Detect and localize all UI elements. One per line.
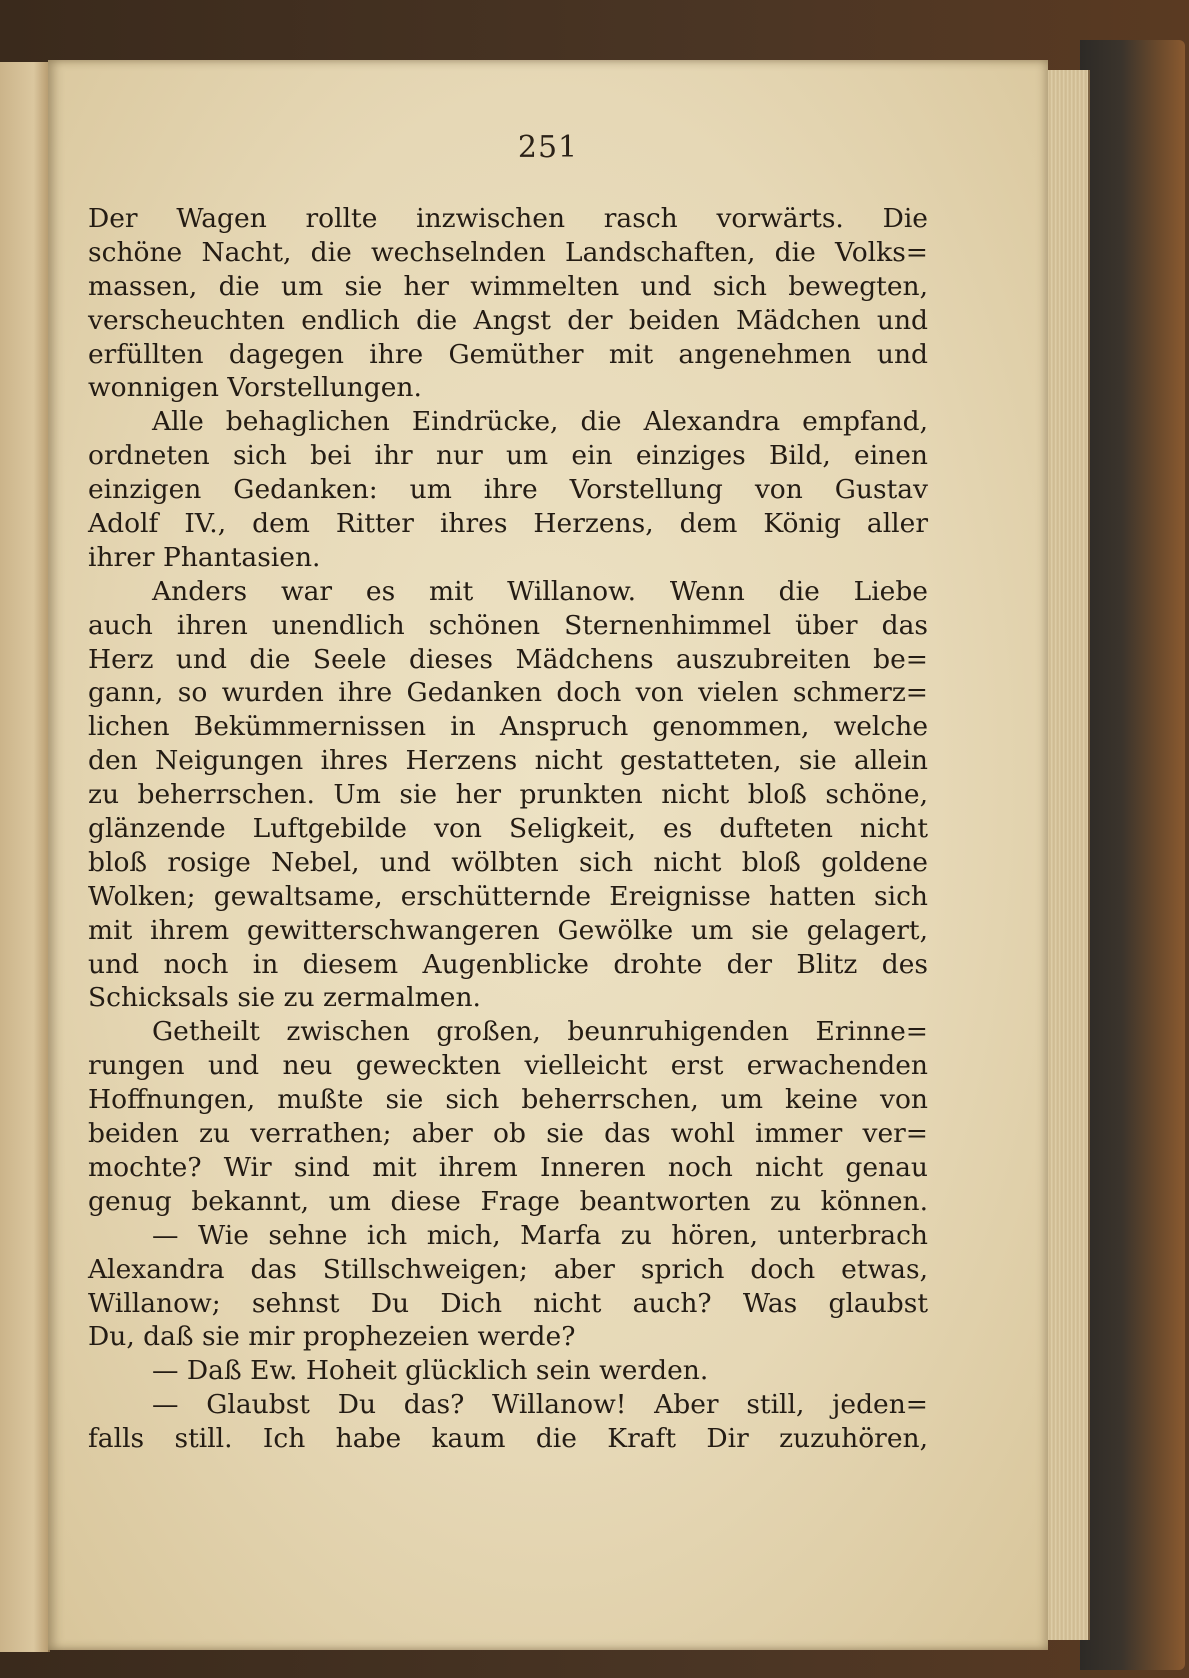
text-line: mochte? Wir sind mit ihrem Inneren noch nicht genau: [88, 1151, 928, 1183]
text-line: gann, so wurden ihre Gedanken doch von vielen schmerz=: [88, 677, 928, 709]
text-line: massen, die um sie her wimmelten und sich bewegten,: [88, 270, 928, 302]
text-line: lichen Bekümmernissen in Anspruch genommen, welche: [88, 711, 928, 743]
facing-page-edge: [0, 62, 50, 1652]
text-line: Adolf IV., dem Ritter ihres Herzens, dem König aller: [88, 508, 928, 540]
text-line: ihrer Phantasien.: [88, 541, 321, 573]
text-line: ordneten sich bei ihr nur um ein einziges Bild, einen: [88, 440, 928, 472]
text-line: Alle behaglichen Eindrücke, die Alexandra empfand,: [152, 406, 928, 438]
text-line: wonnigen Vorstellungen.: [88, 372, 422, 404]
text-line: glänzende Luftgebilde von Seligkeit, es dufteten nicht: [88, 813, 928, 845]
text-line: Willanow; sehnst Du Dich nicht auch? Was glaubst: [88, 1287, 928, 1319]
text-line: schöne Nacht, die wechselnden Landschaften, die Volks=: [88, 236, 928, 268]
text-line: beiden zu verrathen; aber ob sie das wohl immer ver=: [88, 1118, 928, 1150]
text-line: erfüllten dagegen ihre Gemüther mit angenehmen und: [88, 338, 928, 370]
page-text: [88, 202, 928, 1456]
text-line: — Daß Ew. Hoheit glücklich sein werden.: [152, 1355, 709, 1387]
text-line: — Wie sehne ich mich, Marfa zu hören, unterbrach: [152, 1219, 928, 1251]
text-line: Alexandra das Stillschweigen; aber sprich doch etwas,: [88, 1253, 928, 1285]
text-line: Schicksals sie zu zermalmen.: [88, 982, 481, 1014]
text-line: mit ihrem gewitterschwangeren Gewölke um sie gelagert,: [88, 914, 928, 946]
text-line: Herz und die Seele dieses Mädchens auszubreiten be=: [88, 643, 928, 675]
text-line: Hoffnungen, mußte sie sich beherrschen, um keine von: [88, 1084, 928, 1116]
text-line: Der Wagen rollte inzwischen rasch vorwärts. Die: [88, 203, 928, 234]
page-number: 251: [517, 130, 579, 165]
text-line: zu beherrschen. Um sie her prunkten nicht bloß schöne,: [88, 779, 928, 811]
text-line: genug bekannt, um diese Frage beantworten zu können.: [88, 1185, 928, 1217]
text-line: einzigen Gedanken: um ihre Vorstellung von Gustav: [88, 474, 928, 506]
text-line: Wolken; gewaltsame, erschütternde Ereignisse hatten sich: [88, 880, 928, 912]
text-line: auch ihren unendlich schönen Sternenhimmel über das: [88, 609, 928, 641]
text-line: Anders war es mit Willanow. Wenn die Liebe: [152, 575, 928, 607]
text-line: rungen und neu geweckten vielleicht erst erwachenden: [88, 1050, 928, 1082]
text-line: und noch in diesem Augenblicke drohte der Blitz des: [88, 948, 928, 980]
book-page: [48, 60, 1048, 1650]
book-spine-edge: [1080, 40, 1185, 1670]
text-line: Du, daß sie mir prophezeien werde?: [88, 1321, 576, 1353]
text-line: den Neigungen ihres Herzens nicht gestatteten, sie allein: [88, 745, 928, 777]
text-line: — Glaubst Du das? Willanow! Aber still, jeden=: [152, 1389, 928, 1421]
text-line: falls still. Ich habe kaum die Kraft Dir zuzuhören,: [88, 1423, 928, 1455]
text-line: Getheilt zwischen großen, beunruhigenden Erinne=: [152, 1016, 928, 1048]
text-line: verscheuchten endlich die Angst der beiden Mädchen und: [88, 304, 928, 336]
text-line: bloß rosige Nebel, und wölbten sich nicht bloß goldene: [88, 846, 928, 878]
